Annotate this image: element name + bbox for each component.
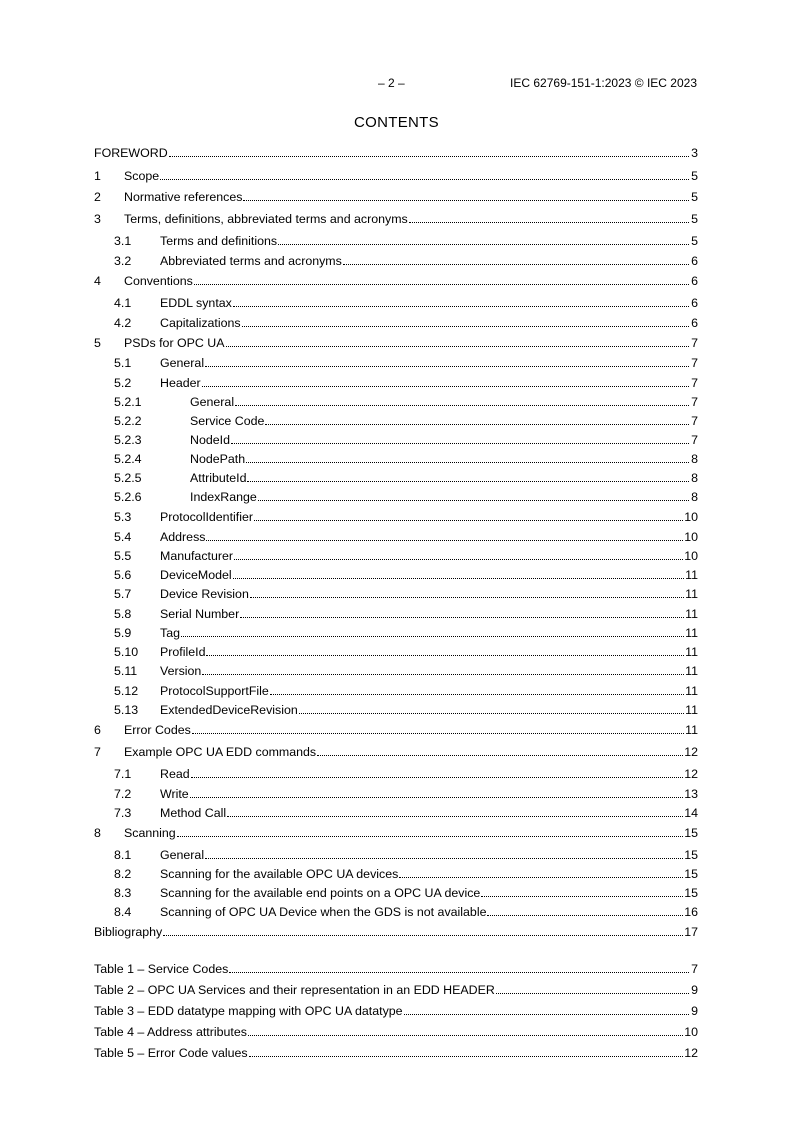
toc-entry-page: 5: [691, 190, 698, 204]
toc-entry-title: Service Code: [190, 414, 265, 428]
toc-entry-page: 11: [685, 587, 698, 601]
toc-entry-page: 11: [685, 626, 698, 640]
toc-entry-title: Manufacturer: [160, 549, 234, 563]
toc-entry-title: Error Codes: [124, 723, 191, 737]
standard-identifier: IEC 62769-151-1:2023 © IEC 2023: [510, 76, 697, 90]
toc-entry-page: 5: [691, 212, 698, 226]
toc-entry-number: 6: [94, 723, 101, 737]
toc-entry-number: 5.11: [114, 664, 138, 678]
toc-entry-title: Write: [160, 787, 189, 801]
toc-entry-title: Serial Number: [160, 607, 240, 621]
dot-leader: [254, 509, 683, 521]
toc-entry[interactable]: [94, 683, 698, 699]
toc-entry[interactable]: [94, 606, 698, 622]
toc-entry-title: Normative references: [124, 190, 243, 204]
toc-entry-page: 11: [685, 568, 698, 582]
toc-entry-number: 5.2.1: [114, 395, 142, 409]
toc-entry-number: 5.8: [114, 607, 132, 621]
toc-entry-page: 6: [691, 316, 698, 330]
dot-leader: [246, 451, 689, 463]
toc-entry-number: 5: [94, 336, 101, 350]
toc-entry-page: 6: [691, 274, 698, 288]
table-list-entry[interactable]: [94, 1045, 698, 1061]
toc-entry[interactable]: [94, 355, 698, 371]
toc-entry-title: Terms and definitions: [160, 234, 278, 248]
toc-entry-page: 10: [684, 549, 698, 563]
table-list-entry-page: 9: [691, 1004, 698, 1018]
toc-entry[interactable]: [94, 663, 698, 679]
toc-entry-number: 5.1: [114, 356, 132, 370]
toc-entry-title: Conventions: [124, 274, 193, 288]
dot-leader: [233, 567, 685, 579]
toc-entry-page: 16: [684, 905, 698, 919]
toc-entry-number: 4: [94, 274, 101, 288]
dot-leader: [250, 586, 684, 598]
dot-leader: [192, 722, 684, 734]
toc-entry[interactable]: [94, 375, 698, 391]
dot-leader: [190, 786, 684, 798]
dot-leader: [206, 644, 684, 656]
dot-leader: [160, 168, 689, 180]
toc-entry-title: Scanning for the available OPC UA devices: [160, 867, 399, 881]
dot-leader: [181, 625, 684, 637]
toc-entry-page: 17: [684, 925, 698, 939]
toc-entry-title: General: [190, 395, 235, 409]
toc-entry-title: Address: [160, 530, 206, 544]
dot-leader: [270, 683, 684, 695]
toc-entry-title: DeviceModel: [160, 568, 232, 582]
toc-entry-title: AttributeId: [190, 471, 247, 485]
toc-entry-number: 3.2: [114, 254, 132, 268]
toc-entry-page: 5: [691, 234, 698, 248]
toc-entry[interactable]: [94, 233, 698, 249]
toc-entry-number: 3: [94, 212, 101, 226]
toc-entry[interactable]: [94, 529, 698, 545]
toc-entry-title: Header: [160, 376, 201, 390]
toc-entry-page: 8: [691, 471, 698, 485]
toc-entry-title: PSDs for OPC UA: [124, 336, 225, 350]
toc-entry-title: ProfileId: [160, 645, 206, 659]
toc-entry-page: 3: [691, 146, 698, 160]
dot-leader: [233, 295, 689, 307]
toc-entry-page: 15: [684, 886, 698, 900]
toc-entry-number: 5.6: [114, 568, 132, 582]
table-list-entry-page: 10: [684, 1025, 698, 1039]
toc-entry-number: 8.4: [114, 905, 132, 919]
toc-entry[interactable]: [94, 189, 698, 205]
dot-leader: [317, 744, 683, 756]
dot-leader: [240, 606, 684, 618]
toc-entry-title: ExtendedDeviceRevision: [160, 703, 298, 717]
toc-entry-page: 11: [685, 703, 698, 717]
toc-entry[interactable]: [94, 413, 698, 429]
table-list-entry-page: 7: [691, 962, 698, 976]
toc-entry[interactable]: [94, 904, 698, 920]
toc-entry[interactable]: [94, 586, 698, 602]
toc-entry-title: Capitalizations: [160, 316, 241, 330]
dot-leader: [202, 663, 684, 675]
dot-leader: [343, 253, 689, 265]
toc-entry-number: 7.1: [114, 767, 132, 781]
toc-entry-page: 10: [684, 530, 698, 544]
toc-entry-number: 5.2.5: [114, 471, 142, 485]
toc-entry-page: 7: [691, 414, 698, 428]
toc-entry-page: 15: [684, 826, 698, 840]
toc-entry[interactable]: [94, 825, 698, 841]
dot-leader: [249, 1045, 684, 1057]
toc-entry-page: 7: [691, 336, 698, 350]
dot-leader: [487, 904, 683, 916]
dot-leader: [177, 825, 684, 837]
dot-leader: [278, 233, 689, 245]
toc-entry-number: 8.1: [114, 848, 132, 862]
table-list-entry[interactable]: [94, 961, 698, 977]
table-list-entry-title: Table 4 – Address attributes: [94, 1025, 247, 1039]
dot-leader: [248, 1024, 683, 1036]
table-list-entry[interactable]: [94, 982, 698, 998]
table-list-entry-page: 9: [691, 983, 698, 997]
dot-leader: [247, 470, 689, 482]
toc-entry-number: 8: [94, 826, 101, 840]
toc-entry-title: Tag: [160, 626, 180, 640]
table-list-entry-title: Table 1 – Service Codes: [94, 962, 229, 976]
dot-leader: [226, 335, 689, 347]
toc-entry-page: 12: [684, 745, 698, 759]
toc-entry[interactable]: [94, 924, 698, 940]
toc-entry-number: 8.3: [114, 886, 132, 900]
toc-entry-page: 11: [685, 645, 698, 659]
page-header: [0, 76, 793, 92]
toc-entry[interactable]: [94, 722, 698, 738]
toc-entry-title: Version: [160, 664, 202, 678]
toc-entry-page: 11: [685, 664, 698, 678]
toc-entry-title: NodePath: [190, 452, 246, 466]
toc-entry-number: 8.2: [114, 867, 132, 881]
toc-entry[interactable]: [94, 548, 698, 564]
toc-entry[interactable]: [94, 451, 698, 467]
toc-entry-title: IndexRange: [190, 490, 257, 504]
toc-entry[interactable]: [94, 315, 698, 331]
toc-entry-title: Method Call: [160, 806, 227, 820]
toc-entry-number: 4.1: [114, 296, 132, 310]
dot-leader: [227, 805, 683, 817]
toc-entry-page: 11: [685, 723, 698, 737]
toc-entry[interactable]: [94, 394, 698, 410]
dot-leader: [481, 885, 683, 897]
toc-entry[interactable]: [94, 470, 698, 486]
toc-entry-page: 11: [685, 607, 698, 621]
toc-entry-number: 5.3: [114, 510, 132, 524]
toc-entry-number: 5.2.4: [114, 452, 142, 466]
toc-entry-title: NodeId: [190, 433, 230, 447]
toc-entry-title: FOREWORD: [94, 146, 168, 160]
dot-leader: [265, 413, 689, 425]
toc-entry[interactable]: [94, 702, 698, 718]
toc-entry-title: Scanning: [124, 826, 176, 840]
toc-entry-number: 5.12: [114, 684, 139, 698]
toc-entry-number: 5.2.2: [114, 414, 142, 428]
toc-entry[interactable]: [94, 744, 698, 760]
toc-entry-page: 10: [684, 510, 698, 524]
toc-entry-page: 7: [691, 433, 698, 447]
dot-leader: [206, 529, 683, 541]
dot-leader: [258, 489, 689, 501]
toc-entry-title: Scope: [124, 169, 160, 183]
toc-entry[interactable]: [94, 145, 698, 161]
toc-entry[interactable]: [94, 805, 698, 821]
toc-entry-number: 2: [94, 190, 101, 204]
toc-entry-title: Bibliography: [94, 925, 163, 939]
toc-entry-title: EDDL syntax: [160, 296, 232, 310]
toc-entry[interactable]: [94, 335, 698, 351]
toc-entry-number: 5.4: [114, 530, 132, 544]
toc-entry-number: 1: [94, 169, 101, 183]
dot-leader: [299, 702, 684, 714]
toc-entry[interactable]: [94, 253, 698, 269]
toc-entry-title: ProtocolSupportFile: [160, 684, 269, 698]
toc-entry-number: 3.1: [114, 234, 132, 248]
table-list-entry-page: 12: [684, 1046, 698, 1060]
toc-entry-page: 13: [684, 787, 698, 801]
dot-leader: [231, 432, 689, 444]
dot-leader: [235, 394, 689, 406]
dot-leader: [242, 315, 689, 327]
toc-entry[interactable]: [94, 273, 698, 289]
toc-entry-number: 5.9: [114, 626, 132, 640]
table-list-entry[interactable]: [94, 1024, 698, 1040]
toc-entry[interactable]: [94, 786, 698, 802]
toc-entry[interactable]: [94, 625, 698, 641]
toc-entry[interactable]: [94, 168, 698, 184]
toc-entry-title: ProtocolIdentifier: [160, 510, 253, 524]
toc-entry-page: 7: [691, 376, 698, 390]
toc-entry-title: Terms, definitions, abbreviated terms and acronyms: [124, 212, 408, 226]
toc-entry-title: Device Revision: [160, 587, 249, 601]
toc-entry[interactable]: [94, 847, 698, 863]
dot-leader: [409, 211, 689, 223]
toc-entry-title: General: [160, 356, 205, 370]
toc-entry-number: 5.13: [114, 703, 139, 717]
toc-entry[interactable]: [94, 509, 698, 525]
toc-entry[interactable]: [94, 567, 698, 583]
toc-entry-title: Example OPC UA EDD commands: [124, 745, 317, 759]
dot-leader: [194, 273, 689, 285]
dot-leader: [234, 548, 683, 560]
toc-entry-page: 7: [691, 395, 698, 409]
table-list-entry-title: Table 5 – Error Code values: [94, 1046, 248, 1060]
toc-entry-page: 15: [684, 848, 698, 862]
toc-entry[interactable]: [94, 295, 698, 311]
toc-entry-page: 15: [684, 867, 698, 881]
dot-leader: [205, 355, 689, 367]
toc-entry-title: Scanning of OPC UA Device when the GDS is not available: [160, 905, 487, 919]
toc-entry[interactable]: [94, 644, 698, 660]
toc-entry-number: 7: [94, 745, 101, 759]
toc-entry[interactable]: [94, 211, 698, 227]
toc-entry-title: Scanning for the available end points on a OPC UA device: [160, 886, 481, 900]
toc-entry-number: 7.3: [114, 806, 132, 820]
toc-entry-number: 4.2: [114, 316, 132, 330]
toc-entry-page: 12: [684, 767, 698, 781]
toc-entry[interactable]: [94, 489, 698, 505]
toc-entry-page: 6: [691, 254, 698, 268]
dot-leader: [169, 145, 689, 157]
toc-entry-page: 14: [684, 806, 698, 820]
dot-leader: [163, 924, 683, 936]
dot-leader: [202, 375, 689, 387]
dot-leader: [229, 961, 689, 973]
toc-entry-number: 7.2: [114, 787, 132, 801]
toc-entry-title: Read: [160, 767, 190, 781]
toc-entry-page: 5: [691, 169, 698, 183]
toc-entry-title: Abbreviated terms and acronyms: [160, 254, 342, 268]
toc-entry-number: 5.10: [114, 645, 139, 659]
toc-entry[interactable]: [94, 766, 698, 782]
dot-leader: [404, 1003, 689, 1015]
table-list-entry-title: Table 2 – OPC UA Services and their representation in an EDD HEADER: [94, 983, 495, 997]
toc-entry[interactable]: [94, 885, 698, 901]
toc-entry-title: General: [160, 848, 205, 862]
toc-entry-number: 5.2.6: [114, 490, 142, 504]
dot-leader: [399, 866, 683, 878]
dot-leader: [205, 847, 683, 859]
dot-leader: [191, 766, 684, 778]
page-title: CONTENTS: [354, 114, 439, 131]
toc-entry-number: 5.7: [114, 587, 132, 601]
table-list-entry-title: Table 3 – EDD datatype mapping with OPC UA datatype: [94, 1004, 403, 1018]
toc-entry-number: 5.2.3: [114, 433, 142, 447]
dot-leader: [496, 982, 689, 994]
toc-entry-number: 5.5: [114, 549, 132, 563]
toc-entry-page: 6: [691, 296, 698, 310]
toc-entry-page: 7: [691, 356, 698, 370]
table-list-entry[interactable]: [94, 1003, 698, 1019]
toc-entry[interactable]: [94, 432, 698, 448]
toc-entry-page: 8: [691, 452, 698, 466]
toc-entry-page: 11: [685, 684, 698, 698]
toc-entry[interactable]: [94, 866, 698, 882]
toc-entry-page: 8: [691, 490, 698, 504]
dot-leader: [243, 189, 689, 201]
page-number: – 2 –: [378, 76, 405, 90]
toc-entry-number: 5.2: [114, 376, 132, 390]
